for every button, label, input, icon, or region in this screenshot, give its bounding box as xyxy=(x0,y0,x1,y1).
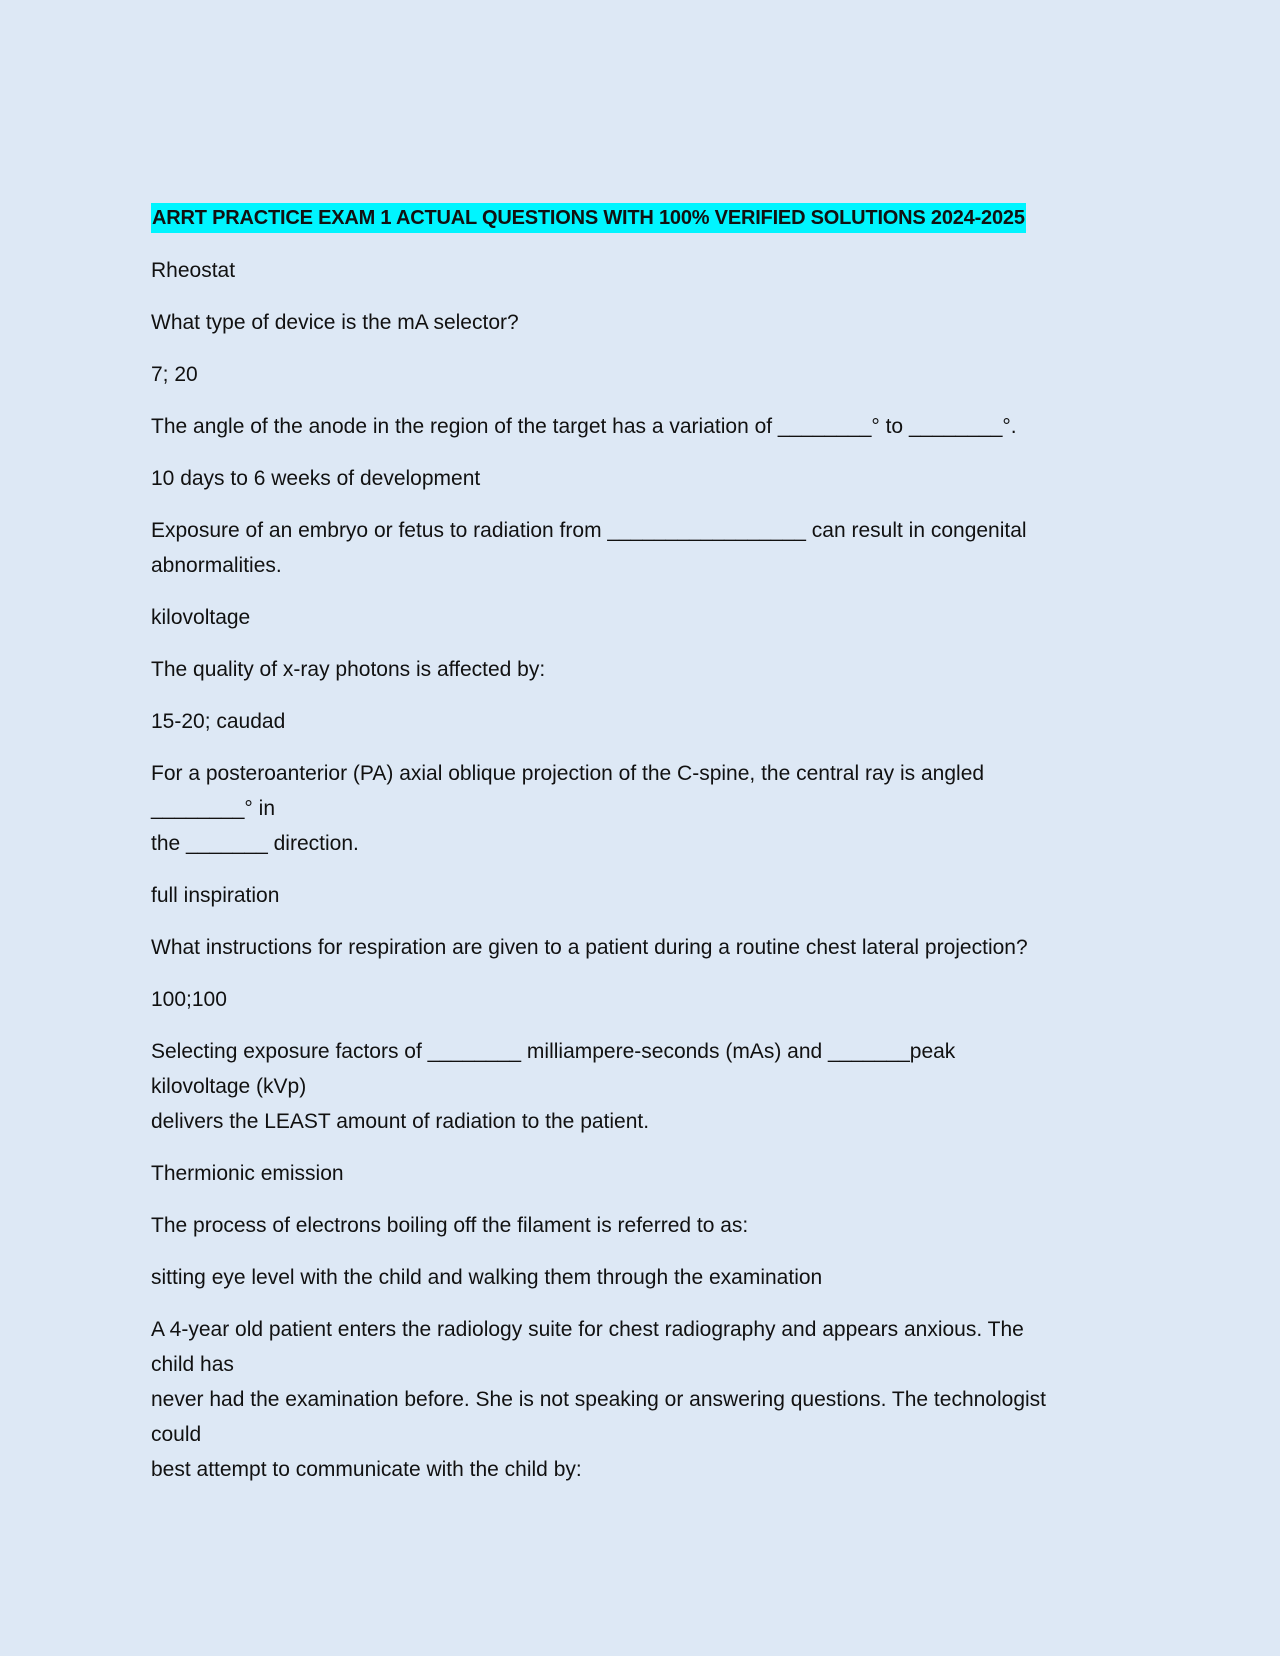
question-text: Selecting exposure factors of ________ milliampere-seconds (mAs) and _______peak kilovoltage (kVp) delivers the LEAST amount of radiation to the patient. xyxy=(151,1040,956,1133)
answer-text: Rheostat xyxy=(151,259,236,282)
question-text: Exposure of an embryo or fetus to radiation from _________________ can result in congenital abnormalities. xyxy=(151,519,1027,577)
answer-text: 7; 20 xyxy=(151,363,198,386)
question-text: What type of device is the mA selector? xyxy=(151,311,519,334)
question-text: A 4-year old patient enters the radiology suite for chest radiography and appears anxious. The child has never had the examination before. She is not speaking or answering questions. The technologist could best attempt to communicate with the child by: xyxy=(151,1318,1047,1481)
question-text: The quality of x-ray photons is affected by: xyxy=(151,658,546,681)
document-title: ARRT PRACTICE EXAM 1 ACTUAL QUESTIONS WITH 100% VERIFIED SOLUTIONS 2024-2025 xyxy=(151,203,1026,233)
question-text: The angle of the anode in the region of the target has a variation of ________° to ________°. xyxy=(151,415,1017,438)
answer-text: 15-20; caudad xyxy=(151,710,286,733)
answer-text: full inspiration xyxy=(151,884,280,907)
answer-text: 10 days to 6 weeks of development xyxy=(151,467,481,490)
question-text: The process of electrons boiling off the filament is referred to as: xyxy=(151,1214,749,1237)
answer-text: sitting eye level with the child and walking them through the examination xyxy=(151,1266,823,1289)
answer-text: kilovoltage xyxy=(151,606,251,629)
document-content xyxy=(151,203,1141,1504)
question-text: For a posteroanterior (PA) axial oblique projection of the C-spine, the central ray is angled ________° in the _______ direction. xyxy=(151,762,985,855)
answer-text: 100;100 xyxy=(151,988,227,1011)
answer-text: Thermionic emission xyxy=(151,1162,344,1185)
question-text: What instructions for respiration are given to a patient during a routine chest lateral projection? xyxy=(151,936,1028,959)
